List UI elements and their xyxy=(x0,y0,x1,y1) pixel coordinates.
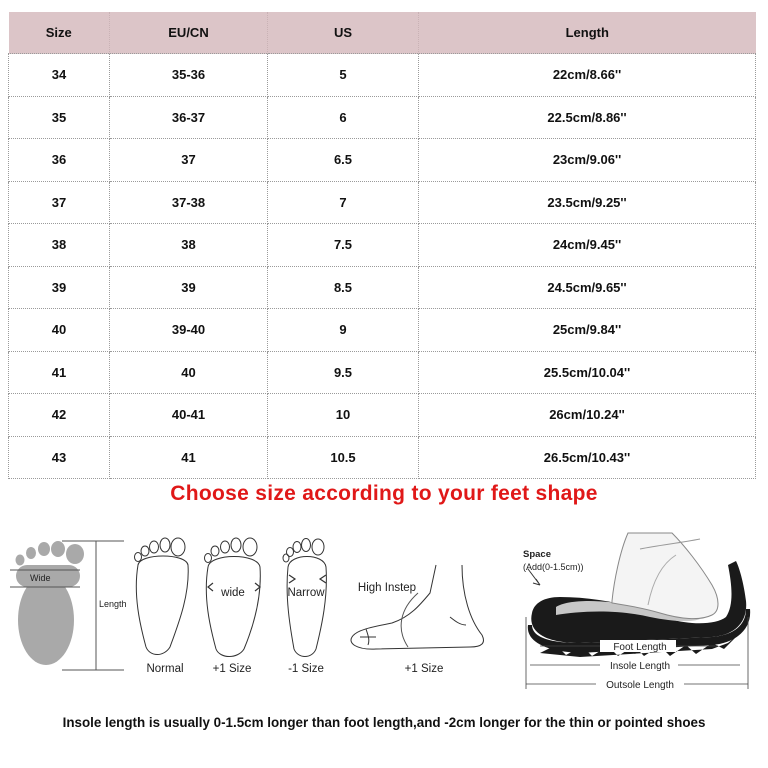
foot-length-label: Foot Length xyxy=(613,642,667,653)
narrow-label: Narrow xyxy=(287,587,325,599)
cell-size: 41 xyxy=(9,351,110,394)
normal-foot-icon xyxy=(135,538,189,655)
footnote: Insole length is usually 0-1.5cm longer than foot length,and -2cm longer for the thin or pointed shoes xyxy=(62,715,706,730)
cell-size: 35 xyxy=(9,96,110,139)
headline: Choose size according to your feet shape xyxy=(170,482,598,505)
cell-us: 9 xyxy=(268,309,419,352)
cell-size: 40 xyxy=(9,309,110,352)
cell-size: 43 xyxy=(9,436,110,479)
cell-size: 36 xyxy=(9,139,110,182)
space-label: Space xyxy=(523,549,551,560)
cell-us: 8.5 xyxy=(268,266,419,309)
cell-eu-cn: 37-38 xyxy=(110,181,268,224)
cell-length: 25cm/9.84'' xyxy=(419,309,756,352)
table-row xyxy=(9,309,756,352)
size-chart-table xyxy=(8,12,756,479)
cell-size: 34 xyxy=(9,54,110,97)
cell-eu-cn: 39 xyxy=(110,266,268,309)
cell-length: 26.5cm/10.43'' xyxy=(419,436,756,479)
header-length: Length xyxy=(419,12,756,54)
table-header-row xyxy=(9,12,756,54)
cell-eu-cn: 35-36 xyxy=(110,54,268,97)
table-row xyxy=(9,96,756,139)
table-row xyxy=(9,266,756,309)
cell-us: 10 xyxy=(268,394,419,437)
cell-us: 9.5 xyxy=(268,351,419,394)
cell-eu-cn: 38 xyxy=(110,224,268,267)
cell-length: 24cm/9.45'' xyxy=(419,224,756,267)
foot-shape-diagrams xyxy=(0,525,768,705)
narrow-size-label: -1 Size xyxy=(288,663,324,675)
normal-label: Normal xyxy=(146,663,184,675)
cell-eu-cn: 41 xyxy=(110,436,268,479)
cell-eu-cn: 36-37 xyxy=(110,96,268,139)
footprint-icon xyxy=(16,541,85,665)
cell-length: 22cm/8.66'' xyxy=(419,54,756,97)
header-size: Size xyxy=(9,12,110,54)
cell-length: 23cm/9.06'' xyxy=(419,139,756,182)
cell-eu-cn: 37 xyxy=(110,139,268,182)
table-row xyxy=(9,351,756,394)
cell-size: 38 xyxy=(9,224,110,267)
header-eu-cn: EU/CN xyxy=(110,12,268,54)
cell-us: 5 xyxy=(268,54,419,97)
table-row xyxy=(9,54,756,97)
cell-length: 22.5cm/8.86'' xyxy=(419,96,756,139)
space-sub-label: (Add(0-1.5cm)) xyxy=(523,562,584,572)
cell-us: 7.5 xyxy=(268,224,419,267)
cell-length: 24.5cm/9.65'' xyxy=(419,266,756,309)
high-instep-foot-icon xyxy=(351,565,484,649)
table-row xyxy=(9,224,756,267)
insole-length-label: Insole Length xyxy=(609,661,671,672)
high-instep-label: High Instep xyxy=(357,582,417,594)
cell-length: 26cm/10.24'' xyxy=(419,394,756,437)
cell-size: 37 xyxy=(9,181,110,224)
outsole-length-label: Outsole Length xyxy=(606,680,674,691)
table-row xyxy=(9,181,756,224)
cell-eu-cn: 39-40 xyxy=(110,309,268,352)
cell-us: 7 xyxy=(268,181,419,224)
length-label: Length xyxy=(99,599,127,609)
table-row xyxy=(9,139,756,182)
table-row xyxy=(9,436,756,479)
cell-size: 39 xyxy=(9,266,110,309)
shoe-cross-section-icon xyxy=(528,533,750,657)
cell-length: 25.5cm/10.04'' xyxy=(419,351,756,394)
cell-length: 23.5cm/9.25'' xyxy=(419,181,756,224)
cell-us: 6.5 xyxy=(268,139,419,182)
cell-us: 6 xyxy=(268,96,419,139)
header-us: US xyxy=(268,12,419,54)
table-body xyxy=(9,54,756,479)
high-instep-size-label: +1 Size xyxy=(404,663,444,675)
cell-us: 10.5 xyxy=(268,436,419,479)
wide-foot-label: wide xyxy=(221,587,245,599)
wide-label: Wide xyxy=(30,573,51,583)
cell-size: 42 xyxy=(9,394,110,437)
cell-eu-cn: 40-41 xyxy=(110,394,268,437)
table-row xyxy=(9,394,756,437)
cell-eu-cn: 40 xyxy=(110,351,268,394)
wide-size-label: +1 Size xyxy=(212,663,252,675)
